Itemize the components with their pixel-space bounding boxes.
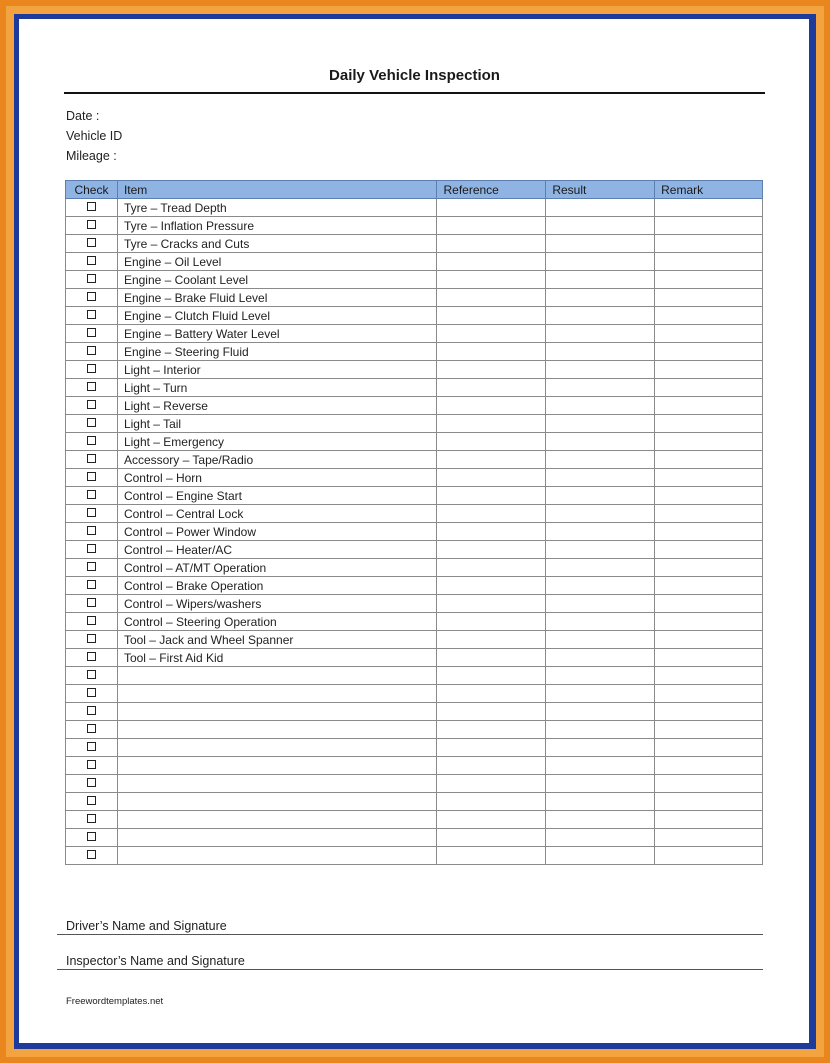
item-cell: Light – Turn (117, 379, 437, 397)
reference-cell[interactable] (437, 505, 546, 523)
result-cell[interactable] (546, 253, 655, 271)
reference-cell[interactable] (437, 793, 546, 811)
check-cell (66, 613, 118, 631)
table-row (66, 433, 763, 451)
item-cell: Light – Reverse (117, 397, 437, 415)
date-field-label: Date : (66, 109, 100, 123)
item-cell: Engine – Oil Level (117, 253, 437, 271)
result-cell[interactable] (546, 829, 655, 847)
remark-cell[interactable] (655, 217, 763, 235)
table-row (66, 613, 763, 631)
reference-cell[interactable] (437, 289, 546, 307)
table-row (66, 235, 763, 253)
reference-cell[interactable] (437, 775, 546, 793)
result-cell[interactable] (546, 703, 655, 721)
table-row (66, 415, 763, 433)
check-cell (66, 631, 118, 649)
remark-cell[interactable] (655, 415, 763, 433)
reference-cell[interactable] (437, 739, 546, 757)
checkbox[interactable] (87, 292, 96, 301)
check-cell (66, 469, 118, 487)
result-cell[interactable] (546, 793, 655, 811)
checkbox[interactable] (87, 652, 96, 661)
reference-cell[interactable] (437, 235, 546, 253)
reference-cell[interactable] (437, 415, 546, 433)
checkbox[interactable] (87, 328, 96, 337)
table-header-row (66, 181, 763, 199)
table-row (66, 811, 763, 829)
check-cell (66, 253, 118, 271)
remark-cell[interactable] (655, 793, 763, 811)
remark-cell[interactable] (655, 307, 763, 325)
page-title: Daily Vehicle Inspection (329, 67, 500, 84)
result-cell[interactable] (546, 577, 655, 595)
remark-cell[interactable] (655, 685, 763, 703)
checkbox[interactable] (87, 814, 96, 823)
result-cell[interactable] (546, 505, 655, 523)
remark-cell[interactable] (655, 595, 763, 613)
check-cell (66, 433, 118, 451)
reference-cell[interactable] (437, 253, 546, 271)
check-cell (66, 289, 118, 307)
reference-cell[interactable] (437, 469, 546, 487)
table-row (66, 577, 763, 595)
remark-cell[interactable] (655, 289, 763, 307)
checkbox[interactable] (87, 760, 96, 769)
table-row (66, 469, 763, 487)
item-cell: Tyre – Cracks and Cuts (117, 235, 437, 253)
table-row (66, 397, 763, 415)
item-cell: Light – Interior (117, 361, 437, 379)
reference-cell[interactable] (437, 541, 546, 559)
reference-cell[interactable] (437, 577, 546, 595)
checkbox[interactable] (87, 364, 96, 373)
check-cell (66, 361, 118, 379)
remark-cell[interactable] (655, 433, 763, 451)
remark-cell[interactable] (655, 343, 763, 361)
check-cell (66, 577, 118, 595)
result-cell[interactable] (546, 199, 655, 217)
table-row (66, 595, 763, 613)
remark-cell[interactable] (655, 631, 763, 649)
table-row (66, 631, 763, 649)
remark-cell[interactable] (655, 325, 763, 343)
check-cell (66, 325, 118, 343)
item-cell: Accessory – Tape/Radio (117, 451, 437, 469)
table-row (66, 721, 763, 739)
table-row (66, 217, 763, 235)
result-cell[interactable] (546, 289, 655, 307)
remark-cell[interactable] (655, 361, 763, 379)
table-row (66, 379, 763, 397)
table-row (66, 775, 763, 793)
table-row (66, 847, 763, 865)
checkbox[interactable] (87, 580, 96, 589)
reference-cell[interactable] (437, 649, 546, 667)
check-cell (66, 415, 118, 433)
reference-cell[interactable] (437, 343, 546, 361)
remark-cell[interactable] (655, 613, 763, 631)
check-cell (66, 595, 118, 613)
table-row (66, 649, 763, 667)
result-cell[interactable] (546, 379, 655, 397)
item-cell: Control – Horn (117, 469, 437, 487)
inspector-signature-line (57, 969, 763, 970)
remark-cell[interactable] (655, 649, 763, 667)
checkbox[interactable] (87, 796, 96, 805)
result-cell[interactable] (546, 721, 655, 739)
item-cell: Engine – Steering Fluid (117, 343, 437, 361)
remark-cell[interactable] (655, 451, 763, 469)
item-cell: Engine – Brake Fluid Level (117, 289, 437, 307)
table-row (66, 703, 763, 721)
result-cell[interactable] (546, 217, 655, 235)
reference-cell[interactable] (437, 829, 546, 847)
checkbox[interactable] (87, 238, 96, 247)
remark-cell[interactable] (655, 559, 763, 577)
reference-cell[interactable] (437, 595, 546, 613)
check-cell (66, 379, 118, 397)
table-row (66, 667, 763, 685)
remark-cell[interactable] (655, 739, 763, 757)
item-cell: Tyre – Tread Depth (117, 199, 437, 217)
reference-cell[interactable] (437, 199, 546, 217)
result-cell[interactable] (546, 757, 655, 775)
check-cell (66, 217, 118, 235)
table-row (66, 325, 763, 343)
check-cell (66, 235, 118, 253)
reference-cell[interactable] (437, 559, 546, 577)
reference-cell[interactable] (437, 631, 546, 649)
check-cell (66, 397, 118, 415)
check-cell (66, 739, 118, 757)
result-cell[interactable] (546, 361, 655, 379)
checkbox[interactable] (87, 850, 96, 859)
checkbox[interactable] (87, 418, 96, 427)
check-cell (66, 775, 118, 793)
item-cell: Control – Power Window (117, 523, 437, 541)
check-cell (66, 505, 118, 523)
check-cell (66, 811, 118, 829)
reference-cell[interactable] (437, 271, 546, 289)
remark-cell[interactable] (655, 811, 763, 829)
checkbox[interactable] (87, 832, 96, 841)
item-cell (117, 847, 437, 865)
item-cell: Control – Central Lock (117, 505, 437, 523)
remark-cell[interactable] (655, 577, 763, 595)
remark-cell[interactable] (655, 667, 763, 685)
reference-cell[interactable] (437, 325, 546, 343)
checkbox[interactable] (87, 508, 96, 517)
vehicle-id-field-label: Vehicle ID (66, 129, 123, 143)
reference-cell[interactable] (437, 847, 546, 865)
remark-cell[interactable] (655, 379, 763, 397)
result-cell[interactable] (546, 469, 655, 487)
reference-cell[interactable] (437, 811, 546, 829)
result-cell[interactable] (546, 739, 655, 757)
driver-signature-line (57, 934, 763, 935)
table-row (66, 523, 763, 541)
checkbox[interactable] (87, 706, 96, 715)
checkbox[interactable] (87, 544, 96, 553)
column-header-item: Item (117, 181, 437, 199)
check-cell (66, 271, 118, 289)
checkbox[interactable] (87, 742, 96, 751)
item-cell: Tyre – Inflation Pressure (117, 217, 437, 235)
check-cell (66, 199, 118, 217)
remark-cell[interactable] (655, 541, 763, 559)
check-cell (66, 829, 118, 847)
item-cell: Engine – Clutch Fluid Level (117, 307, 437, 325)
reference-cell[interactable] (437, 703, 546, 721)
reference-cell[interactable] (437, 379, 546, 397)
driver-signature-label: Driver’s Name and Signature (66, 919, 227, 933)
checkbox[interactable] (87, 562, 96, 571)
checkbox[interactable] (87, 256, 96, 265)
item-cell: Control – Heater/AC (117, 541, 437, 559)
result-cell[interactable] (546, 631, 655, 649)
checkbox[interactable] (87, 598, 96, 607)
result-cell[interactable] (546, 685, 655, 703)
table-row (66, 541, 763, 559)
item-cell: Tool – First Aid Kid (117, 649, 437, 667)
table-row (66, 559, 763, 577)
remark-cell[interactable] (655, 829, 763, 847)
checkbox[interactable] (87, 454, 96, 463)
item-cell: Control – Engine Start (117, 487, 437, 505)
check-cell (66, 649, 118, 667)
result-cell[interactable] (546, 397, 655, 415)
inspector-signature-label: Inspector’s Name and Signature (66, 954, 245, 968)
remark-cell[interactable] (655, 271, 763, 289)
remark-cell[interactable] (655, 397, 763, 415)
check-cell (66, 307, 118, 325)
item-cell: Control – AT/MT Operation (117, 559, 437, 577)
table-row (66, 739, 763, 757)
result-cell[interactable] (546, 523, 655, 541)
result-cell[interactable] (546, 487, 655, 505)
checkbox[interactable] (87, 688, 96, 697)
column-header-remark: Remark (655, 181, 763, 199)
remark-cell[interactable] (655, 253, 763, 271)
table-row (66, 757, 763, 775)
check-cell (66, 685, 118, 703)
check-cell (66, 487, 118, 505)
reference-cell[interactable] (437, 451, 546, 469)
result-cell[interactable] (546, 343, 655, 361)
item-cell (117, 775, 437, 793)
table-row (66, 487, 763, 505)
remark-cell[interactable] (655, 703, 763, 721)
remark-cell[interactable] (655, 721, 763, 739)
item-cell (117, 739, 437, 757)
footer-source: Freewordtemplates.net (66, 996, 164, 1007)
reference-cell[interactable] (437, 397, 546, 415)
table-row (66, 199, 763, 217)
item-cell (117, 811, 437, 829)
column-header-reference: Reference (437, 181, 546, 199)
table-row (66, 361, 763, 379)
result-cell[interactable] (546, 649, 655, 667)
item-cell: Control – Steering Operation (117, 613, 437, 631)
checkbox[interactable] (87, 472, 96, 481)
checkbox[interactable] (87, 670, 96, 679)
result-cell[interactable] (546, 559, 655, 577)
item-cell: Light – Emergency (117, 433, 437, 451)
checkbox[interactable] (87, 778, 96, 787)
checkbox[interactable] (87, 202, 96, 211)
table-row (66, 343, 763, 361)
checkbox[interactable] (87, 634, 96, 643)
check-cell (66, 757, 118, 775)
checkbox[interactable] (87, 490, 96, 499)
remark-cell[interactable] (655, 235, 763, 253)
result-cell[interactable] (546, 775, 655, 793)
item-cell: Control – Brake Operation (117, 577, 437, 595)
check-cell (66, 523, 118, 541)
check-cell (66, 793, 118, 811)
table-row (66, 289, 763, 307)
reference-cell[interactable] (437, 523, 546, 541)
check-cell (66, 451, 118, 469)
table-row (66, 451, 763, 469)
result-cell[interactable] (546, 595, 655, 613)
item-cell (117, 667, 437, 685)
result-cell[interactable] (546, 811, 655, 829)
check-cell (66, 541, 118, 559)
remark-cell[interactable] (655, 199, 763, 217)
result-cell[interactable] (546, 667, 655, 685)
remark-cell[interactable] (655, 487, 763, 505)
item-cell: Control – Wipers/washers (117, 595, 437, 613)
remark-cell[interactable] (655, 847, 763, 865)
result-cell[interactable] (546, 271, 655, 289)
check-cell (66, 847, 118, 865)
reference-cell[interactable] (437, 721, 546, 739)
reference-cell[interactable] (437, 613, 546, 631)
checkbox[interactable] (87, 616, 96, 625)
item-cell (117, 793, 437, 811)
item-cell: Engine – Battery Water Level (117, 325, 437, 343)
table-row (66, 253, 763, 271)
result-cell[interactable] (546, 415, 655, 433)
checkbox[interactable] (87, 526, 96, 535)
table-row (66, 307, 763, 325)
reference-cell[interactable] (437, 307, 546, 325)
checkbox[interactable] (87, 220, 96, 229)
remark-cell[interactable] (655, 505, 763, 523)
reference-cell[interactable] (437, 667, 546, 685)
item-cell (117, 829, 437, 847)
result-cell[interactable] (546, 847, 655, 865)
check-cell (66, 667, 118, 685)
item-cell: Tool – Jack and Wheel Spanner (117, 631, 437, 649)
table-row (66, 505, 763, 523)
column-header-check: Check (66, 181, 118, 199)
item-cell (117, 685, 437, 703)
reference-cell[interactable] (437, 757, 546, 775)
column-header-result: Result (546, 181, 655, 199)
result-cell[interactable] (546, 541, 655, 559)
result-cell[interactable] (546, 451, 655, 469)
table-row (66, 271, 763, 289)
checkbox[interactable] (87, 346, 96, 355)
reference-cell[interactable] (437, 487, 546, 505)
item-cell (117, 721, 437, 739)
remark-cell[interactable] (655, 523, 763, 541)
check-cell (66, 559, 118, 577)
remark-cell[interactable] (655, 757, 763, 775)
checkbox[interactable] (87, 400, 96, 409)
reference-cell[interactable] (437, 217, 546, 235)
result-cell[interactable] (546, 325, 655, 343)
checkbox[interactable] (87, 274, 96, 283)
title-rule (64, 92, 765, 94)
checkbox[interactable] (87, 724, 96, 733)
checkbox[interactable] (87, 382, 96, 391)
table-row (66, 685, 763, 703)
remark-cell[interactable] (655, 469, 763, 487)
checkbox[interactable] (87, 436, 96, 445)
checkbox[interactable] (87, 310, 96, 319)
document-page (19, 19, 809, 1043)
remark-cell[interactable] (655, 775, 763, 793)
reference-cell[interactable] (437, 361, 546, 379)
table-row (66, 793, 763, 811)
item-cell: Light – Tail (117, 415, 437, 433)
inspection-table (65, 180, 763, 865)
mileage-field-label: Mileage : (66, 149, 117, 163)
reference-cell[interactable] (437, 685, 546, 703)
item-cell (117, 703, 437, 721)
check-cell (66, 721, 118, 739)
result-cell[interactable] (546, 235, 655, 253)
result-cell[interactable] (546, 433, 655, 451)
result-cell[interactable] (546, 613, 655, 631)
item-cell (117, 757, 437, 775)
check-cell (66, 703, 118, 721)
item-cell: Engine – Coolant Level (117, 271, 437, 289)
table-row (66, 829, 763, 847)
reference-cell[interactable] (437, 433, 546, 451)
check-cell (66, 343, 118, 361)
result-cell[interactable] (546, 307, 655, 325)
